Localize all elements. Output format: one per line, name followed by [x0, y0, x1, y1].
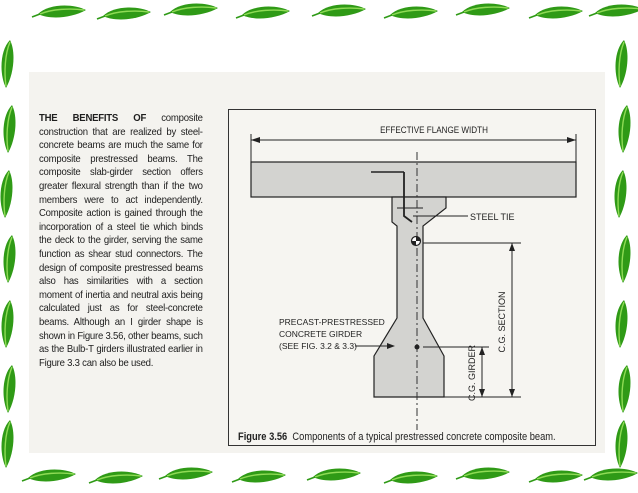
steel-tie-label: STEEL TIE [470, 212, 515, 222]
body-paragraph [39, 112, 203, 370]
bottom-leaves [22, 467, 638, 483]
precast-girder [374, 197, 446, 397]
cg-section-arrow-bottom [509, 389, 515, 397]
cg-girder-arrow-bottom [479, 389, 485, 397]
figure-3-56 [228, 109, 596, 446]
figure-caption [238, 431, 557, 443]
deck-slab [251, 162, 576, 197]
flange-width-label: EFFECTIVE FLANGE WIDTH [380, 124, 488, 136]
slide-content [27, 30, 609, 462]
paragraph-text: composite construction that are realized by steel-concrete beams are much the same for composite prestressed beams. The composite slab-girder section offers greater flexural strength than if the two members were to act independently. Composite action is gained through the incorporation of a steel tie which binds the deck to the girder, serving the same function as shear stud connectors. The design of composite prestressed beams also has similarities with a section moment of inertia and neutral axis being calculated just as for steel-concrete beams. Although an I girder shape is shown in Figure 3.56, other beams, such as the Bulb-T girders illustrated earlier in Figure 3.3 can also be used. [39, 113, 203, 369]
figure-caption-label: Figure 3.56 [238, 431, 288, 443]
girder-label-line2: CONCRETE GIRDER [279, 329, 363, 339]
paragraph-lead: THE BENEFITS OF [39, 113, 147, 124]
girder-label-line1: PRECAST-PRESTRESSED [279, 317, 385, 327]
figure-caption-text: Components of a typical prestressed concrete composite beam. [292, 431, 556, 443]
cg-girder-arrow-top [479, 347, 485, 355]
textbook-page-scan [29, 72, 605, 453]
right-leaves [614, 40, 630, 468]
girder-label-line3: (SEE FIG. 3.2 & 3.3) [279, 341, 357, 351]
cg-section-label: C.G. SECTION [497, 291, 507, 353]
composite-beam-diagram [229, 110, 595, 445]
cg-girder-label: C.G. GIRDER [467, 344, 477, 402]
cg-section-arrow-top [509, 243, 515, 251]
cg-girder-marker [415, 345, 420, 350]
top-leaves [32, 3, 638, 19]
dim-arrow-left [251, 137, 260, 143]
left-leaves [0, 40, 15, 468]
dim-arrow-right [567, 137, 576, 143]
